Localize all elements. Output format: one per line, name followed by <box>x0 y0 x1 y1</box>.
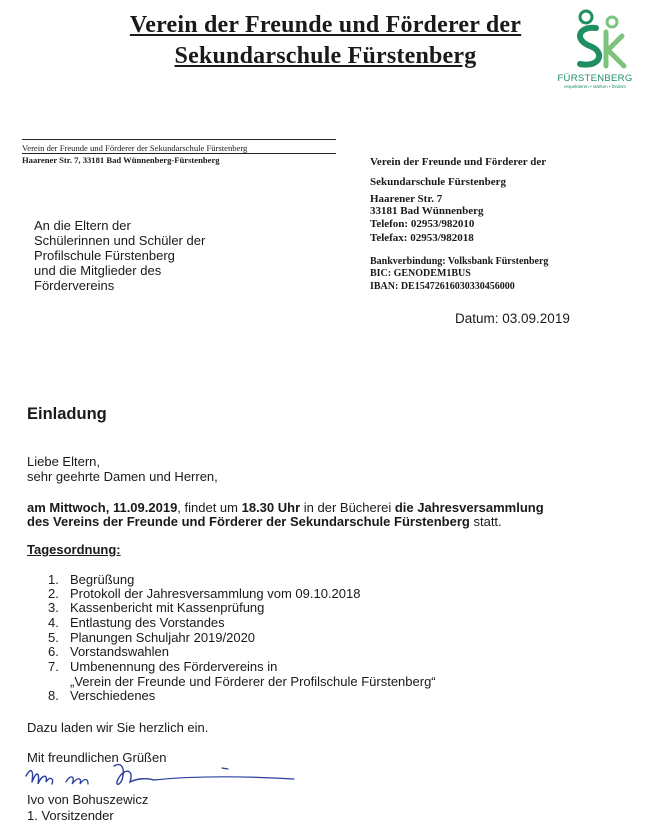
recipient-line: An die Eltern der <box>34 218 131 233</box>
invitation-paragraph-line2: des Vereins der Freunde und Förderer der Sekundarschule Fürstenberg statt. <box>27 514 502 529</box>
contact-fax: Telefax: 02953/982018 <box>370 232 474 244</box>
recipient-line: Schülerinnen und Schüler der <box>34 233 206 248</box>
contact-line: Verein der Freunde und Förderer der <box>370 156 547 168</box>
recipient-line: und die Mitglieder des <box>34 263 162 278</box>
contact-phone: Telefon: 02953/982010 <box>370 218 475 230</box>
greeting-line: sehr geehrte Damen und Herren, <box>27 469 218 484</box>
sender-rule-bottom <box>22 153 336 154</box>
agenda-item: 8. Verschiedenes <box>48 688 156 703</box>
letter-heading: Einladung <box>27 405 107 423</box>
agenda-title: Tagesordnung: <box>27 542 121 557</box>
agenda-item: 2. Protokoll der Jahresversammlung vom 09.10.2018 <box>48 586 361 601</box>
bank-bic: BIC: GENODEM1BUS <box>370 268 471 279</box>
regards-line: Mit freundlichen Grüßen <box>27 750 167 765</box>
closing-sentence: Dazu laden wir Sie herzlich ein. <box>27 720 209 735</box>
agenda-item: 3. Kassenbericht mit Kassenprüfung <box>48 600 265 615</box>
sender-rule-top <box>22 139 336 140</box>
recipient-line: Profilschule Fürstenberg <box>34 248 175 263</box>
letterhead-title-line1: Verein der Freunde und Förderer der <box>129 12 522 38</box>
agenda-item: 6. Vorstandswahlen <box>48 644 170 659</box>
agenda-item-continuation: „Verein der Freunde und Förderer der Profilschule Fürstenberg“ <box>70 674 436 689</box>
agenda-item: 4. Entlastung des Vorstandes <box>48 615 225 630</box>
recipient-line: Fördervereins <box>34 278 115 293</box>
meeting-time: 18.30 Uhr <box>241 500 301 515</box>
sender-address: Haarener Str. 7, 33181 Bad Wünnenberg-Fürstenberg <box>22 155 220 165</box>
invitation-paragraph-line1: am Mittwoch, 11.09.2019, findet um 18.30 Uhr in der Bücherei die Jahresversammlung <box>27 500 544 515</box>
signer-role: 1. Vorsitzender <box>27 808 114 823</box>
bank-iban: IBAN: DE15472616030330456000 <box>370 281 515 292</box>
logo-wordmark: FÜRSTENBERG <box>557 73 633 84</box>
letter-date: Datum: 03.09.2019 <box>455 311 570 326</box>
bank-name: Bankverbindung: Volksbank Fürstenberg <box>370 256 549 267</box>
contact-line: 33181 Bad Wünnenberg <box>370 205 484 217</box>
letterhead-title-line2: Sekundarschule Fürstenberg <box>174 43 477 69</box>
contact-line: Haarener Str. 7 <box>370 193 443 205</box>
sender-name: Verein der Freunde und Förderer der Sekundarschule Fürstenberg <box>22 143 248 153</box>
meeting-date: am Mittwoch, 11.09.2019 <box>27 500 178 515</box>
greeting-line: Liebe Eltern, <box>27 454 100 469</box>
contact-line: Sekundarschule Fürstenberg <box>370 176 506 188</box>
handwritten-signature-icon <box>22 758 297 794</box>
agenda-item: 1. Begrüßung <box>48 572 135 587</box>
agenda-item: 5. Planungen Schuljahr 2019/2020 <box>48 630 256 645</box>
agenda-item: 7. Umbenennung des Fördervereins in <box>48 659 278 674</box>
signer-name: Ivo von Bohuszewicz <box>27 792 149 807</box>
logo-tagline: respektieren • stärken • fördern <box>564 84 626 89</box>
